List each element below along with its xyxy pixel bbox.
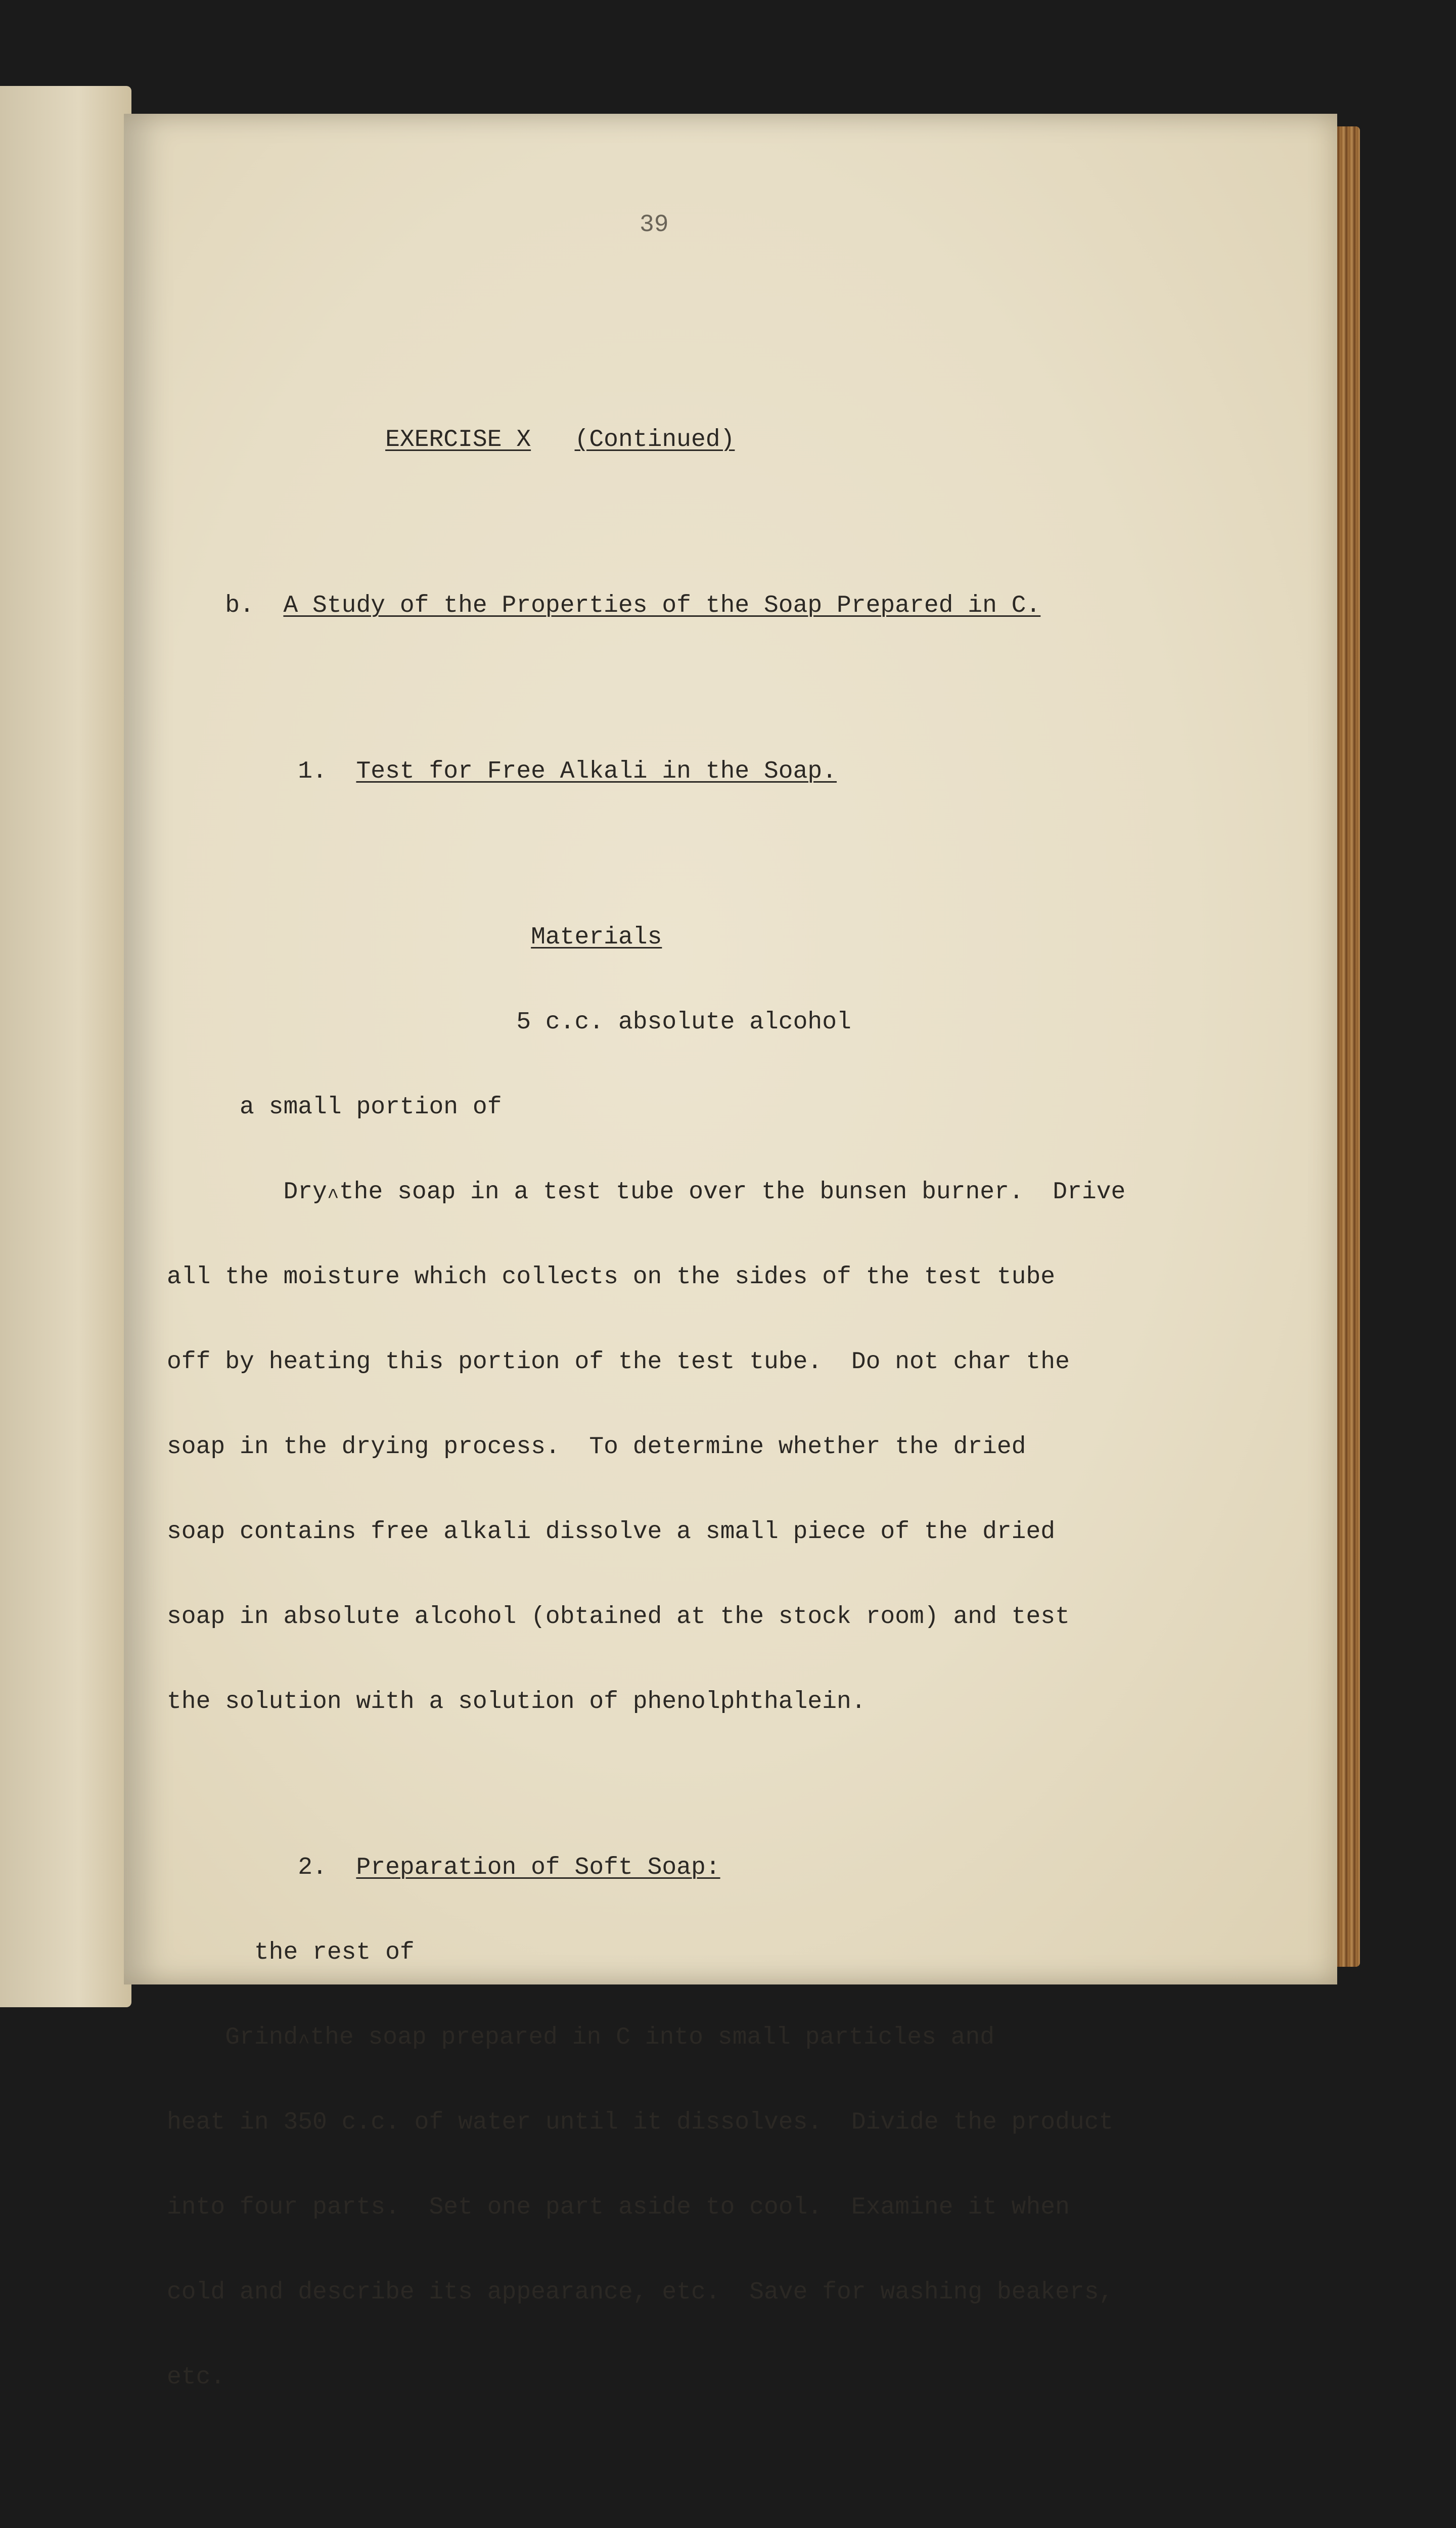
part1-line-3: off by heating this portion of the test tube. Do not char the (167, 1348, 1070, 1376)
document-body (167, 202, 1269, 2528)
part1-line-0: Dry^the soap in a test tube over the bunsen burner. Drive (283, 1179, 1126, 1209)
part2-line-5: etc. (167, 2364, 225, 2391)
part1-insert: a small portion of (240, 1094, 502, 1121)
part2-line-2: heat in 350 c.c. of water until it dissolves. Divide the product (167, 2109, 1114, 2136)
part1-line-5: soap contains free alkali dissolve a small piece of the dried (167, 1518, 1056, 1546)
part1-title: 1. Test for Free Alkali in the Soap. (298, 758, 837, 785)
materials-item: 5 c.c. absolute alcohol (516, 1009, 851, 1036)
part2-insert: the rest of (254, 1939, 415, 1966)
part2-title: 2. Preparation of Soft Soap: (298, 1854, 720, 1881)
part2-line-4: cold and describe its appearance, etc. Save for washing beakers, (167, 2279, 1114, 2306)
left-page-edge (0, 86, 131, 2007)
part1-line-4: soap in the drying process. To determine whether the dried (167, 1433, 1026, 1461)
part2-line-3: into four parts. Set one part aside to cool. Examine it when (167, 2194, 1070, 2221)
part1-line-6: soap in absolute alcohol (obtained at the stock room) and test (167, 1603, 1070, 1631)
part1-line-7: the solution with a solution of phenolphthalein. (167, 1688, 866, 1716)
exercise-heading: EXERCISE X (Continued) (385, 426, 735, 454)
part1-line-2: all the moisture which collects on the sides of the test tube (167, 1263, 1056, 1291)
page-number: 39 (640, 211, 669, 239)
section-b-title: b. A Study of the Properties of the Soap Prepared in C. (225, 592, 1041, 619)
part2-line-0: Grind^the soap prepared in C into small particles and (225, 2024, 995, 2054)
materials-label: Materials (531, 924, 662, 951)
